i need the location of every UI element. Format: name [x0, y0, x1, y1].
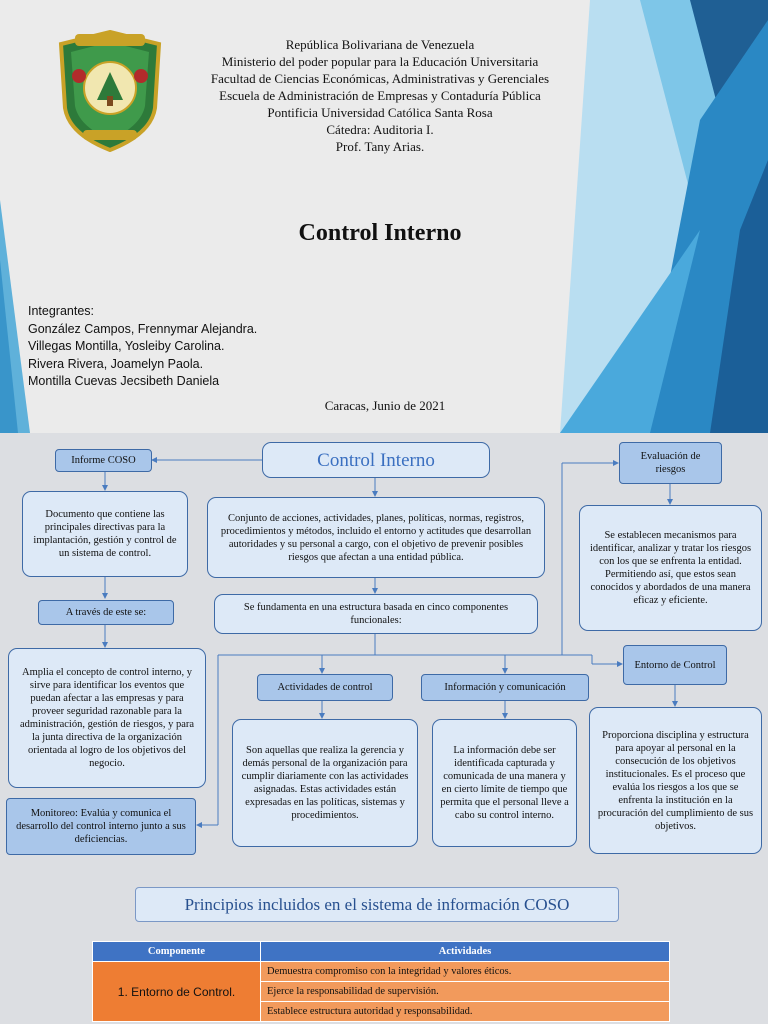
header-line: Cátedra: Auditoria I.: [326, 122, 434, 137]
principles-table: [92, 941, 670, 1022]
activity-cell: Establece estructura autoridad y responsabilidad.: [261, 1002, 670, 1022]
central-node: Control Interno: [262, 442, 490, 478]
component-cell: 1. Entorno de Control.: [93, 962, 261, 1022]
actividades-desc-node: Son aquellas que realiza la gerencia y demás personal de la organización para cumplir diariamente con las actividades asignadas. Estas actividades están expresadas en las políticas, sistemas y procedimientos.: [232, 719, 418, 847]
actividades-title-node: Actividades de control: [257, 674, 393, 701]
evaluacion-desc-node: Se establecen mecanismos para identificar, analizar y tratar los riesgos con los que se enfrenta la entidad. Permitiendo así, que estos sean conocidos y abordados de una manera eficaz y eficiente.: [579, 505, 762, 631]
principles-title: Principios incluidos en el sistema de información COSO: [135, 887, 619, 922]
header-line: República Bolivariana de Venezuela: [285, 37, 475, 52]
member-name: Rivera Rivera, Joamelyn Paola.: [28, 356, 204, 371]
informe-desc-node: Documento que contiene las principales directivas para la implantación, gestión y control de un sistema de control.: [22, 491, 188, 577]
place-date: Caracas, Junio de 2021: [324, 398, 446, 413]
definicion-node: Conjunto de acciones, actividades, planes, políticas, normas, registros, procedimientos y métodos, incluido el entorno y actitudes que desarrollan autoridades y su personal a cargo, con el objetivo de prevenir posibles riesgos que afectan a una entidad pública.: [207, 497, 545, 578]
entorno-desc-node: Proporciona disciplina y estructura para apoyar al personal en la consecución de los objetivos institucionales. Es el proceso que evalúa los riesgos a los que se enfrenta la institución en la procuración del cumplimiento de sus objetivos.: [589, 707, 762, 854]
informacion-desc-node: La información debe ser identificada capturada y comunicada de una manera y en cierto límite de tiempo que permita que el personal lleve a cabo su control interno.: [432, 719, 577, 847]
members-list: [28, 303, 257, 391]
institution-header: [180, 36, 580, 155]
informe-coso-node: Informe COSO: [55, 449, 152, 472]
amplia-node: Amplia el concepto de control interno, y sirve para identificar los eventos que puedan afectar a las empresas y para proveer seguridad razonable para la administración, gestión de riesgos, y para la junta directiva de la organización orientada al logro de los objetivos del negocio.: [8, 648, 206, 788]
member-name: González Campos, Frennymar Alejandra.: [28, 321, 258, 336]
activity-cell: Demuestra compromiso con la integridad y valores éticos.: [261, 962, 670, 982]
activity-cell: Ejerce la responsabilidad de supervisión.: [261, 982, 670, 1002]
evaluacion-title-node: Evaluación de riesgos: [619, 442, 722, 484]
members-label: Integrantes:: [28, 304, 95, 318]
header-line: Ministerio del poder popular para la Educación Universitaria: [221, 54, 539, 69]
monitoreo-node: Monitoreo: Evalúa y comunica el desarrollo del control interno junto a sus deficiencias.: [6, 798, 196, 855]
column-header-activities: Actividades: [261, 942, 670, 962]
header-line: Escuela de Administración de Empresas y Contaduría Pública: [219, 88, 541, 103]
header-line: Prof. Tany Arias.: [335, 139, 425, 154]
member-name: Villegas Montilla, Yosleiby Carolina.: [28, 339, 225, 353]
page-title: Control Interno: [298, 220, 462, 246]
table-row: [93, 962, 670, 982]
university-seal-logo: [55, 30, 165, 152]
column-header-component: Componente: [93, 942, 261, 962]
a-traves-node: A través de este se:: [38, 600, 174, 625]
cover-section: [0, 0, 768, 433]
entorno-title-node: Entorno de Control: [623, 645, 727, 685]
header-line: Facultad de Ciencias Económicas, Administrativas y Gerenciales: [210, 71, 550, 86]
header-line: Pontificia Universidad Católica Santa Rosa: [267, 105, 493, 120]
fundamenta-node: Se fundamenta en una estructura basada en cinco componentes funcionales:: [214, 594, 538, 634]
member-name: Montilla Cuevas Jecsibeth Daniela: [28, 374, 220, 388]
informacion-title-node: Información y comunicación: [421, 674, 589, 701]
table-header-row: [93, 942, 670, 962]
